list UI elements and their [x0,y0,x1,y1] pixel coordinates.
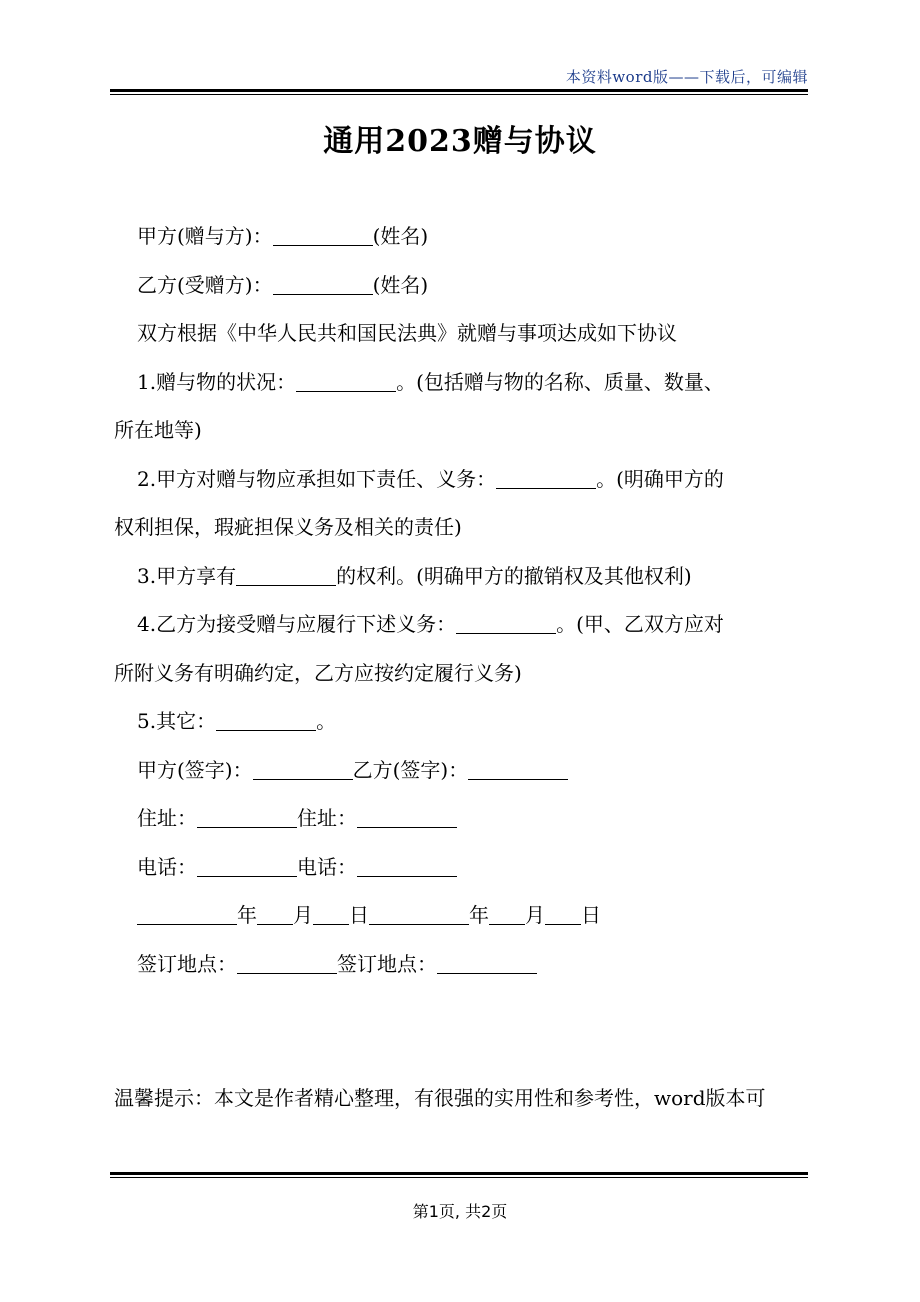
clause-1-continuation: 所在地等) [114,418,202,442]
intro-line: 双方根据《中华人民共和国民法典》就赠与事项达成如下协议 [137,321,677,345]
clause-5-end: 。 [316,709,337,733]
footer-rule [110,1172,808,1178]
clause-2-line [114,455,810,504]
date-a-day-label: 日 [349,903,369,927]
party-a-name-blank [273,223,373,246]
clause-1-note: 。(包括赠与物的名称、质量、数量、 [396,369,724,394]
phone-b-label: 电话： [297,854,357,879]
document-body [114,212,810,988]
sign-b-label: 乙方(签字)： [352,757,469,782]
date-a-year-label: 年 [237,903,257,927]
party-b-label: 乙方(受赠方)： [137,272,273,297]
clause-3-note: 的权利。(明确甲方的撤销权及其他权利) [336,563,692,588]
sign-a-blank [253,757,353,780]
page-number: 第1页, 共2页 [412,1202,508,1221]
sign-b-blank [468,757,568,780]
clause-2-note: 。(明确甲方的 [596,466,724,491]
phone-a-label: 电话： [137,854,197,879]
party-a-line [114,212,810,261]
signature-line [114,746,810,795]
clause-5-label: 5.其它： [137,709,217,733]
place-line [114,940,810,989]
clause-4-label: 4.乙方为接受赠与应履行下述义务： [137,612,457,636]
date-b-month-label: 月 [525,903,545,927]
party-a-label: 甲方(赠与方)： [137,224,273,248]
clause-1-label: 1.赠与物的状况： [137,369,297,394]
clause-4-continuation: 所附义务有明确约定，乙方应按约定履行义务) [114,660,522,685]
party-b-suffix: (姓名) [372,272,429,297]
address-a-blank [197,805,297,828]
clause-1-blank [296,369,396,392]
place-a-blank [237,951,337,974]
address-b-blank [357,805,457,828]
address-a-label: 住址： [137,806,197,830]
clause-5-blank [216,708,316,731]
clause-2-blank [496,466,596,489]
party-b-name-blank [273,272,373,295]
date-b-day-blank [545,902,581,925]
clause-3-blank [236,563,336,586]
date-a-month-blank [257,902,293,925]
clause-2-label: 2.甲方对赠与物应承担如下责任、义务： [137,466,497,491]
clause-2-continuation: 权利担保，瑕疵担保义务及相关的责任) [114,515,462,539]
date-a-year-blank [137,902,237,925]
tip-text: 温馨提示：本文是作者精心整理，有很强的实用性和参考性，word版本可 [114,1086,766,1110]
phone-line [114,843,810,892]
clause-4-line [114,600,810,649]
header-note: 本资料word版——下载后，可编辑 [565,68,808,86]
clause-1-line [114,358,810,407]
date-b-year-label: 年 [469,903,489,927]
date-a-month-label: 月 [293,903,313,927]
date-line [114,891,810,940]
phone-b-blank [357,854,457,877]
date-b-month-blank [489,902,525,925]
phone-a-blank [197,854,297,877]
date-b-year-blank [369,902,469,925]
document-title: 通用2023赠与协议 [323,124,597,159]
sign-a-label: 甲方(签字)： [137,757,253,782]
clause-4-note: 。(甲、乙双方应对 [556,612,724,636]
clause-4-blank [456,611,556,634]
clause-5-line [114,697,810,746]
date-b-day-label: 日 [581,903,601,927]
header-rule [110,89,808,95]
place-b-blank [437,951,537,974]
party-a-suffix: (姓名) [372,224,429,248]
party-b-line [114,261,810,310]
place-b-label: 签订地点： [337,951,437,976]
clause-3-label: 3.甲方享有 [137,563,237,588]
address-b-label: 住址： [297,806,357,830]
date-a-day-blank [313,902,349,925]
place-a-label: 签订地点： [137,951,237,976]
clause-3-line [114,552,810,601]
address-line [114,794,810,843]
